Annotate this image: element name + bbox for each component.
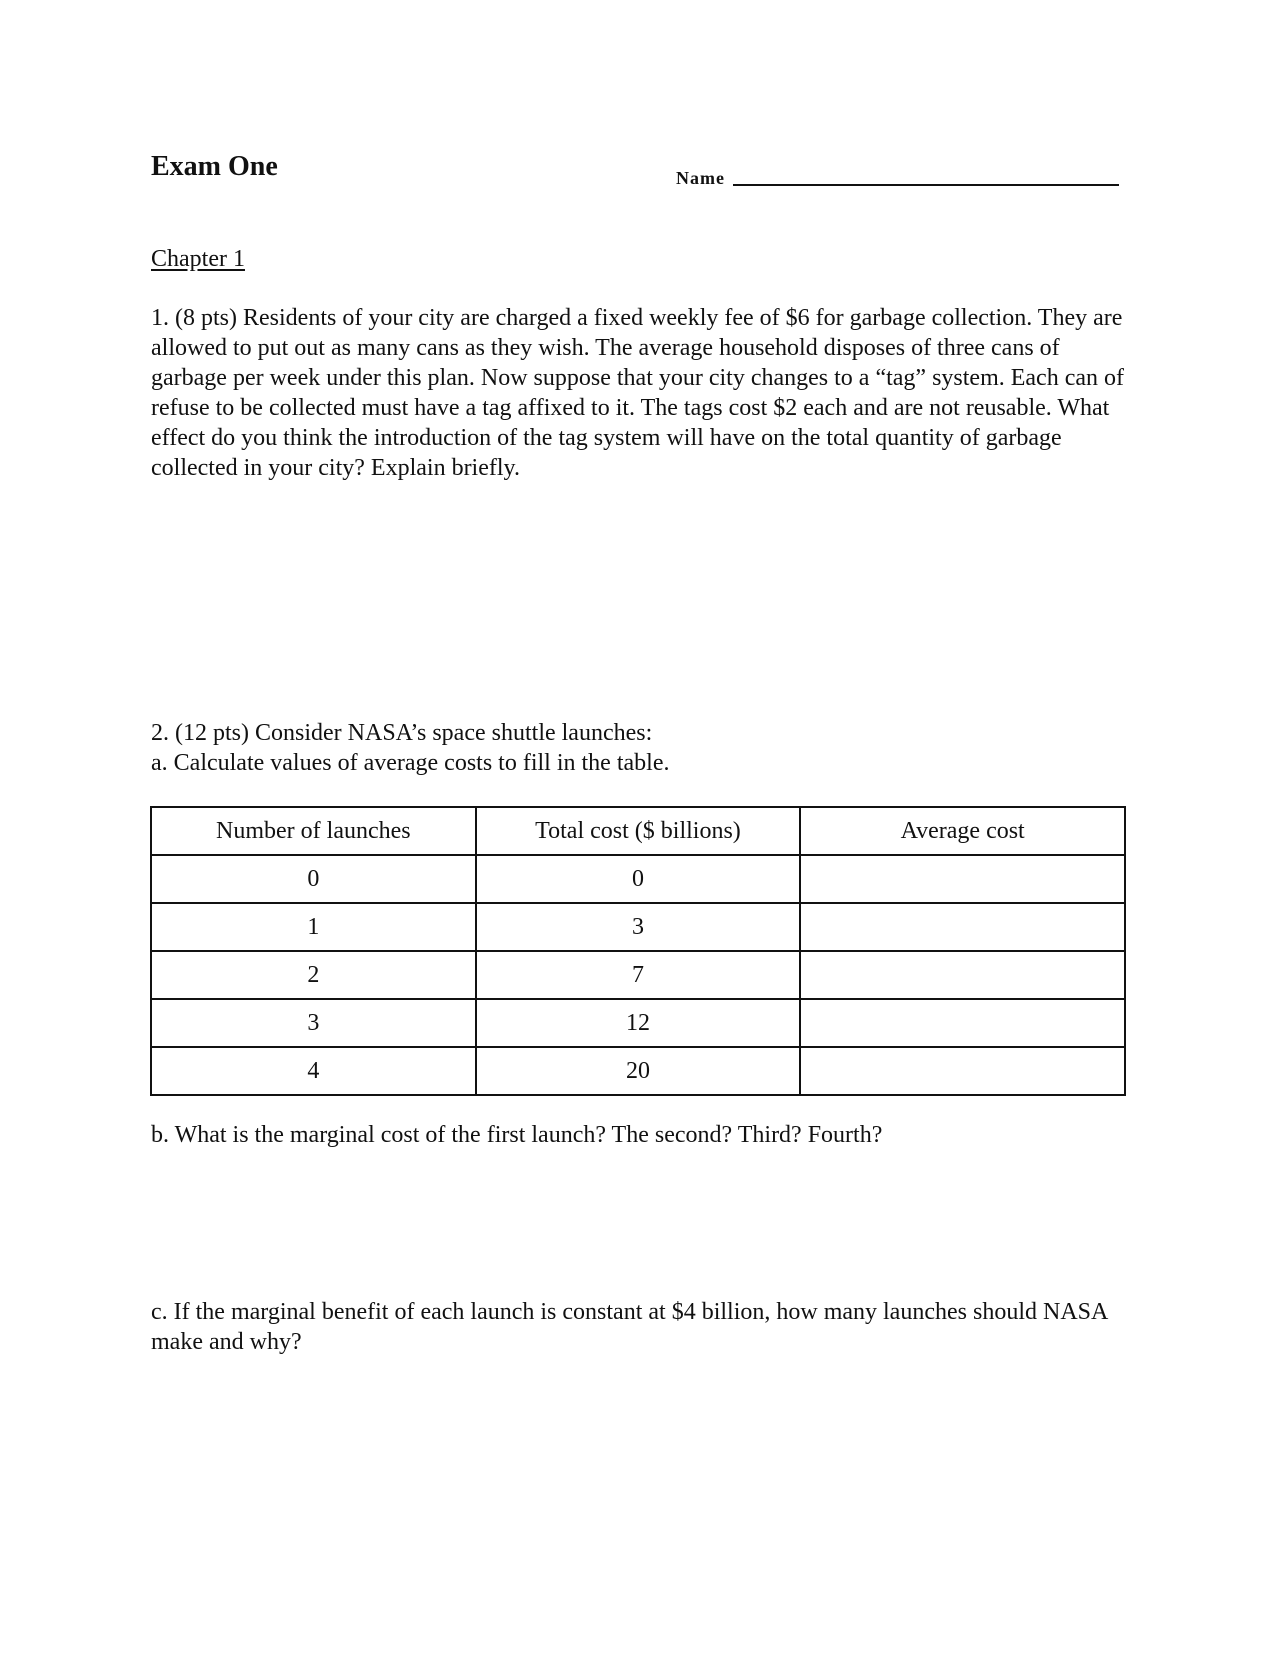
- table-row: [151, 1047, 1125, 1095]
- cell-average-cost: [800, 855, 1125, 903]
- chapter-heading: Chapter 1: [151, 246, 245, 272]
- table-row: [151, 951, 1125, 999]
- cell-average-cost: [800, 1047, 1125, 1095]
- header-number-of-launches: Number of launches: [151, 807, 476, 855]
- question-2a-text: a. Calculate values of average costs to fill in the table.: [151, 750, 670, 776]
- launch-cost-table: [150, 806, 1126, 1096]
- table-row: [151, 855, 1125, 903]
- exam-title: Exam One: [151, 151, 278, 182]
- question-2c-text: c. If the marginal benefit of each launch is constant at $4 billion, how many launches should NASA make and why?: [151, 1299, 1108, 1355]
- question-2-intro: [151, 718, 1131, 778]
- name-blank-line: [733, 184, 1119, 186]
- question-2b-text: b. What is the marginal cost of the first launch? The second? Third? Fourth?: [151, 1122, 883, 1148]
- cell-launches: 3: [151, 999, 476, 1047]
- question-2-heading: 2. (12 pts) Consider NASA’s space shuttle launches:: [151, 720, 653, 746]
- table-row: [151, 999, 1125, 1047]
- cell-launches: 4: [151, 1047, 476, 1095]
- cell-launches: 0: [151, 855, 476, 903]
- table-header-row: [151, 807, 1125, 855]
- cell-total-cost: 12: [476, 999, 801, 1047]
- cell-total-cost: 3: [476, 903, 801, 951]
- table-row: [151, 903, 1125, 951]
- name-field: [676, 158, 1119, 188]
- cell-launches: 1: [151, 903, 476, 951]
- cell-total-cost: 7: [476, 951, 801, 999]
- cell-total-cost: 20: [476, 1047, 801, 1095]
- question-1-text: 1. (8 pts) Residents of your city are charged a fixed weekly fee of $6 for garbage collection. They are allowed to put out as many cans as they wish. The average household disposes of three cans of garbage per week under this plan. Now suppose that your city changes to a “tag” system. Each can of refuse to be collected must have a tag affixed to it. The tags cost $2 each and are not reusable. What effect do you think the introduction of the tag system will have on the total quantity of garbage collected in your city? Explain briefly.: [151, 305, 1125, 481]
- cell-launches: 2: [151, 951, 476, 999]
- cell-total-cost: 0: [476, 855, 801, 903]
- header-total-cost: Total cost ($ billions): [476, 807, 801, 855]
- cell-average-cost: [800, 999, 1125, 1047]
- header-average-cost: Average cost: [800, 807, 1125, 855]
- cell-average-cost: [800, 951, 1125, 999]
- name-label: Name: [676, 168, 725, 188]
- cell-average-cost: [800, 903, 1125, 951]
